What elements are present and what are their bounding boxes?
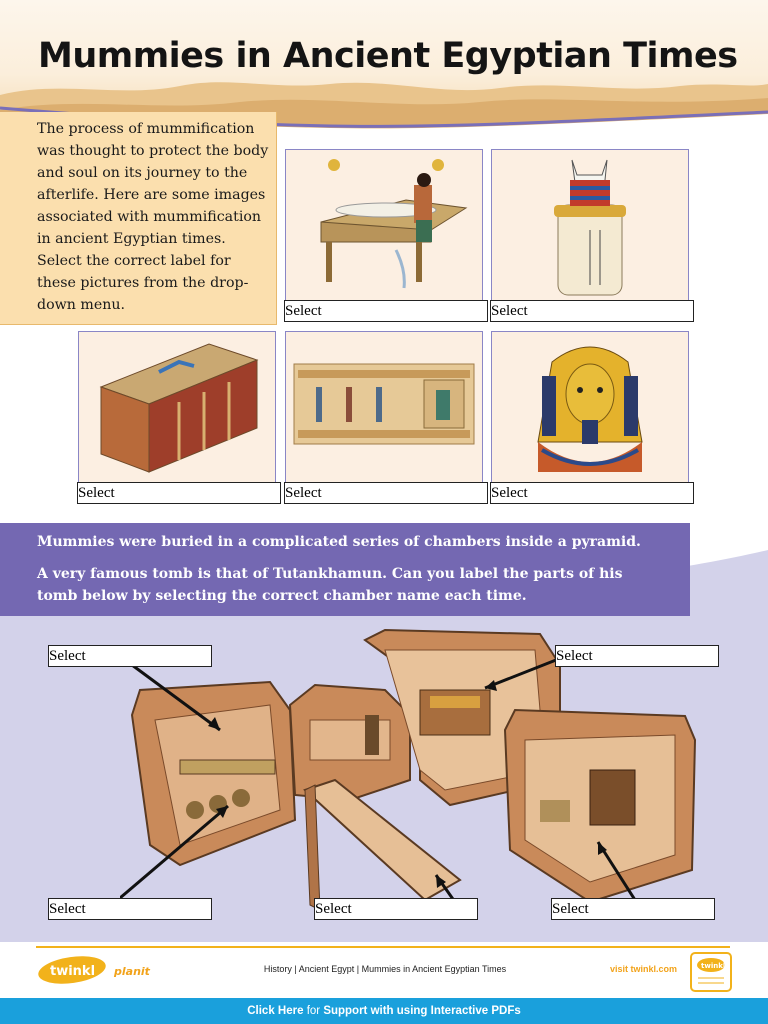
image-4-select[interactable]: Select xyxy=(284,482,488,504)
twinkl-logo-icon[interactable] xyxy=(36,952,156,988)
image-canopic-jar xyxy=(491,149,689,301)
support-text: Support with using Interactive PDFs xyxy=(323,1005,521,1017)
sarcophagus-icon xyxy=(79,332,275,482)
image-embalming-table xyxy=(285,149,483,301)
tomb-select-bottom-left[interactable]: Select xyxy=(48,898,212,920)
click-here-link[interactable]: Click Here xyxy=(247,1005,304,1017)
tomb-select-top-right[interactable]: Select xyxy=(555,645,719,667)
embalming-table-icon xyxy=(286,150,482,300)
tomb-select-bottom-middle[interactable]: Select xyxy=(314,898,478,920)
tomb-select-top-left[interactable]: Select xyxy=(48,645,212,667)
visit-twinkl-link[interactable]: visit twinkl.com xyxy=(610,964,678,974)
badge-text: twinkl xyxy=(701,962,726,970)
bar-for-text: for xyxy=(303,1005,324,1017)
image-5-select[interactable]: Select xyxy=(490,482,694,504)
death-mask-icon xyxy=(492,332,688,482)
support-link-bar[interactable] xyxy=(0,998,768,1024)
image-3-select[interactable]: Select xyxy=(77,482,281,504)
quality-badge-icon xyxy=(690,952,732,992)
image-sarcophagus xyxy=(78,331,276,483)
banner-line-3: tomb below by selecting the correct chamber name each time. xyxy=(37,588,527,604)
canopic-jar-icon xyxy=(492,150,688,300)
footer-divider xyxy=(36,946,730,948)
intro-text: The process of mummification was thought to protect the body and soul on its journey to the afterlife. Here are some images associated with mummification in ancient Egyptian times. Select the correct label for these pictures from the drop-down menu. xyxy=(37,121,269,313)
image-papyrus xyxy=(285,331,483,483)
twinkl-logo-text: twinkl xyxy=(50,964,96,979)
tomb-select-bottom-right[interactable]: Select xyxy=(551,898,715,920)
page-title: Mummies in Ancient Egyptian Times xyxy=(38,36,738,76)
image-1-select[interactable]: Select xyxy=(284,300,488,322)
footer-breadcrumb: History | Ancient Egypt | Mummies in Ancient Egyptian Times xyxy=(263,964,507,974)
instruction-banner xyxy=(0,523,690,616)
planit-logo-text: planit xyxy=(114,965,150,978)
image-2-select[interactable]: Select xyxy=(490,300,694,322)
banner-line-2: A very famous tomb is that of Tutankhamun. Can you label the parts of his xyxy=(37,566,623,582)
papyrus-icon xyxy=(286,332,482,482)
image-death-mask xyxy=(491,331,689,483)
banner-line-1: Mummies were buried in a complicated series of chambers inside a pyramid. xyxy=(37,534,641,550)
